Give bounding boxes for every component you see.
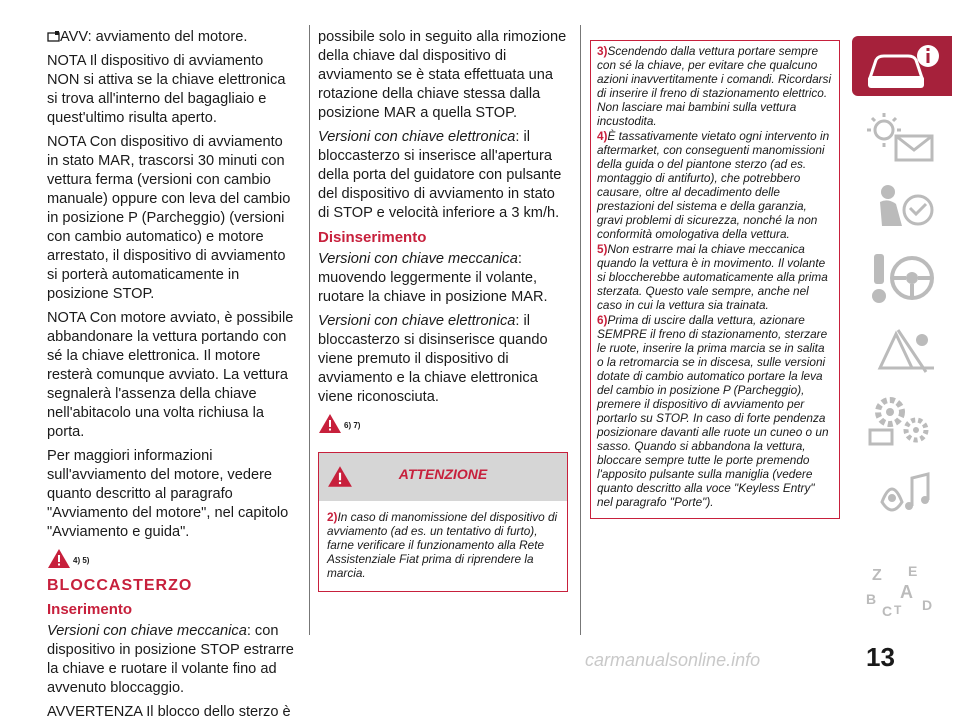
paragraph-text: : muovendo leggermente il volante, ruotare la chiave in posizione MAR. <box>318 251 548 305</box>
warning-number: 2) <box>327 510 338 524</box>
key-steering-icon[interactable] <box>862 248 942 310</box>
paragraph-avv <box>47 28 297 47</box>
paragraph-chiave-elettronica <box>318 128 568 223</box>
column-divider <box>309 25 310 635</box>
maintenance-gears-icon[interactable] <box>862 390 942 452</box>
breakdown-triangle-icon[interactable] <box>862 320 942 382</box>
multimedia-icon[interactable] <box>862 462 942 524</box>
attenzione-box-continued <box>590 40 840 519</box>
warning-ref-label: 6) 7) <box>344 421 361 430</box>
paragraph-text: : con dispositivo in posizione STOP estrarre la chiave e ruotare il volante fino ad avvenuto bloccaggio. <box>47 623 294 696</box>
index-letter: D <box>922 597 933 613</box>
index-letter: B <box>866 591 877 607</box>
index-letter: A <box>900 582 913 602</box>
warning-item-3 <box>597 44 833 128</box>
paragraph-continuation: possibile solo in seguito alla rimozione della chiave dal dispositivo di avviamento se è stata effettuata una rotazione della chiave stessa dalla posizione MAR a quella STOP. <box>318 29 567 121</box>
paragraph-disins-elettronica <box>318 312 568 407</box>
attenzione-header <box>319 453 567 501</box>
warning-ref-6-7 <box>318 413 568 434</box>
warning-text: In caso di manomissione del dispositivo di avviamento (ad es. un tentativo di furto), farne verificare il funzionamento alla Rete Assistenziale Fiat prima di riprendere la marcia. <box>327 510 558 580</box>
italic-lead: Versioni con chiave elettronica <box>318 129 516 145</box>
italic-lead: Versioni con chiave meccanica <box>318 251 518 267</box>
watermark: carmanualsonline.info <box>585 650 761 670</box>
warning-item-5 <box>597 242 833 312</box>
paragraph-text: : il bloccasterzo si inserisce all'apertura della porta del guidatore con pulsante del dispositivo di avviamento in stato di STOP e velocità inferiore a 3 km/h. <box>318 129 562 221</box>
paragraph-riferimento: Per maggiori informazioni sull'avviamento del motore, vedere quanto descritto al paragrafo "Avviamento del motore", nel capitolo "Avviamento e guida". <box>47 448 289 540</box>
nota-mar: NOTA Con dispositivo di avviamento in stato MAR, trascorsi 30 minuti con vettura ferma (versioni con cambio manuale) oppure con leva del cambio in posizione P (Parcheggio) (versioni con cambio automatico) e motore arrestato, il dispositivo di avviamento si porterà automaticamente in posizione STOP. <box>47 134 291 302</box>
nota-bagagliaio: NOTA Il dispositivo di avviamento NON si attiva se la chiave elettronica si trova all'interno del bagagliaio e quest'ultimo risulta aperto. <box>47 53 286 126</box>
subheading-disinserimento: Disinserimento <box>318 229 427 246</box>
warning-triangle-icon <box>47 548 71 569</box>
paragraph-chiave-meccanica <box>47 622 297 698</box>
index-letters-icon[interactable] <box>862 562 942 618</box>
avv-key: AVV <box>60 29 88 45</box>
warning-ref-label: 4) 5) <box>73 556 90 565</box>
warning-item-2 <box>327 510 559 580</box>
column-divider <box>580 25 581 635</box>
italic-lead: Versioni con chiave elettronica <box>318 313 516 329</box>
warning-text: Prima di uscire dalla vettura, azionare SEMPRE il freno di stazionamento, sterzare le ruote, inserire la prima marcia se in salita o la retromarcia se in discesa, sulle versioni dotate di cambio automatico portare la leva del cambio in posizione P (Parcheggio), premere il dispositivo di avviamento per portarlo su STOP. In caso di forte pendenza posizionare davanti alle ruote un cuneo o un sasso. Quando si abbandona la vettura, bloccare sempre tutte le porte premendo l'apposito pulsante sulla maniglia (vedere quanto descritto alla voce "Keyless Entry" nel paragrafo "Porte"). <box>597 313 829 509</box>
warning-item-4 <box>597 129 833 241</box>
car-info-icon[interactable] <box>862 36 942 98</box>
warning-text: È tassativamente vietato ogni intervento in aftermarket, con conseguenti manomissioni della guida o del piantone sterzo (ad es. montaggio di antifurto), che potrebbero causare, oltre al decadimento delle prestazioni del sistema e della garanzia, gravi problemi di sicurezza, nonché la non conformità omologativa della vettura. <box>597 129 830 241</box>
paragraph-avvertenza: AVVERTENZA Il blocco dello sterzo è <box>47 704 291 720</box>
warning-item-6 <box>597 313 833 509</box>
warning-number: 3) <box>597 44 608 58</box>
index-letter: T <box>894 603 902 617</box>
column-2 <box>318 28 568 592</box>
warning-triangle-icon <box>318 413 342 434</box>
italic-lead: Versioni con chiave meccanica <box>47 623 247 639</box>
column-3 <box>590 40 840 519</box>
index-letter: Z <box>872 567 882 584</box>
warning-text: Non estrarre mai la chiave meccanica quando la vettura è in movimento. Il volante si bloccherebbe automaticamente alla prima sterzata. Questo vale sempre, anche nel caso in cui la vettura sia trainata. <box>597 242 828 312</box>
warning-number: 5) <box>597 242 608 256</box>
section-heading-bloccasterzo: BLOCCASTERZO <box>47 577 193 594</box>
paragraph-disins-meccanica <box>318 250 568 307</box>
avv-text: : avviamento del motore. <box>87 29 248 45</box>
warning-text: Scendendo dalla vettura portare sempre con sé la chiave, per evitare che qualcuno azioni inavvertitamente i comandi. Ricordarsi di inserire il freno di stazionamento elettrico. Non lasciare mai bambini sulla vettura incustodita. <box>597 44 832 128</box>
attenzione-title: ATTENZIONE <box>398 466 488 482</box>
airbag-safety-icon[interactable] <box>862 178 942 240</box>
attenzione-body <box>319 501 567 591</box>
page-number: 13 <box>866 642 895 672</box>
warning-lights-icon[interactable] <box>862 108 942 170</box>
attenzione-box <box>318 452 568 592</box>
paragraph-text: : il bloccasterzo si disinserisce quando viene premuto il dispositivo di avviamento e la chiave elettronica viene riconosciuta. <box>318 313 548 405</box>
warning-number: 4) <box>597 129 608 143</box>
subheading-inserimento: Inserimento <box>47 601 133 618</box>
nota-motore: NOTA Con motore avviato, è possibile abbandonare la vettura portando con sé la chiave elettronica. Il motore resterà comunque avviato. La vettura segnalerà l'assenza della chiave nell'abitacolo una volta richiusa la porta. <box>47 310 294 440</box>
index-letter: E <box>908 563 918 579</box>
key-bullet-icon <box>47 31 60 42</box>
index-letter: C <box>882 603 893 618</box>
column-1 <box>47 28 297 727</box>
warning-ref-4-5 <box>47 548 297 569</box>
warning-number: 6) <box>597 313 608 327</box>
